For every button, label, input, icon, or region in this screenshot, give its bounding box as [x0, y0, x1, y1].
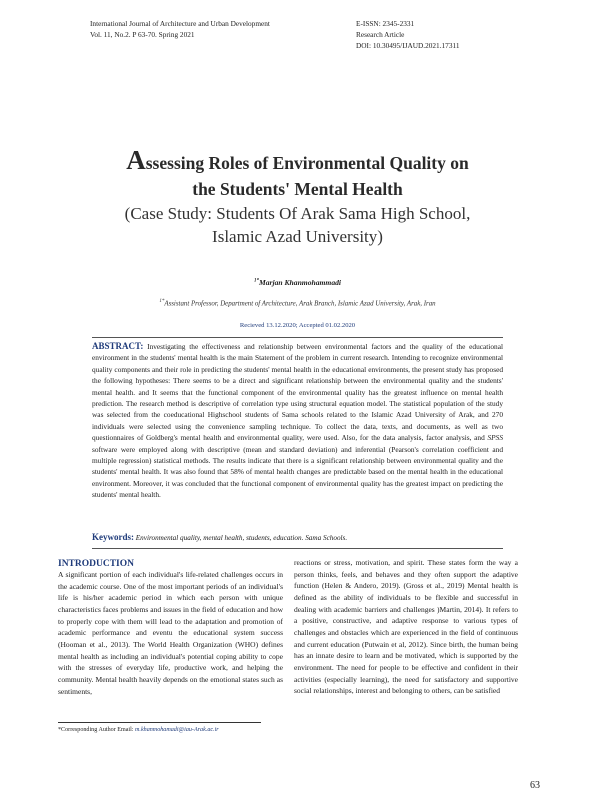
abstract-label: ABSTRACT:	[92, 341, 144, 351]
abstract-text: Investigating the effectiveness and relationship between environmental factors and the quality of the educational environment in the students' mental health is the main Statement of the problem in current research. Intending to recognize environmental quality components and their role in predicting the students' mental health in the educational environments, the present study has proposed the following hypotheses: There seems to be a direct and significant relationship between the environmental quality and the students' mental health. and It seems that the functional component of the environmental quality has the greatest influence on mental health prediction. The research method is descriptive of correlation type using structural equation model. The statistical population of the study was selected from the coeducational Highschool students of Sama schools related to the Islamic Azad University of Arak, and 270 individuals were selected using the convenience sampling technique. To collect the data, texts, and documents, as well as two questionnaires of Goldberg's mental health and environmental quality, were used. Also, for the data analysis, factor analysis, and	[92, 342, 503, 443]
title-initial: A	[126, 145, 146, 175]
abstract-top-rule	[92, 337, 503, 338]
affiliation	[0, 299, 595, 307]
page-number: 63	[530, 780, 540, 791]
article-meta	[356, 18, 460, 51]
keywords-text: Environmental quality, mental health, students, education. Sama Schools.	[135, 534, 348, 542]
footnote-label: *Corresponding Author Email:	[58, 727, 134, 733]
intro-right-column: reactions or stress, motivation, and spirit. These states form the way a person thinks, feels, and behaves and they often support the adaptive function (Helen & Andero, 2019). (Gross et al., 2019) Mental health is defined as the ability of individuals to be flexible and successful in dealing with academic barriers and challenges )Martin, 2014). It refers to a positive, constructive, and adaptive response to various types of challenges and obstacles which are experienced in the field of continuous and current education (Putwain et al, 2012). Since birth, the human being has an innate desire to learn and be motivated, which is supported by the environment. The need for people to be effective and confident in their activities (especially learning), the need for satisfactory and supportive social relationships, interest and belonging to others, can be satisfied	[294, 558, 518, 696]
abstract	[92, 341, 503, 501]
paper-subtitle	[60, 202, 535, 248]
journal-name: International Journal of Architecture and Urban Development	[90, 19, 270, 28]
keywords-label: Keywords:	[92, 532, 134, 542]
subtitle-line1: (Case Study: Students Of Arak Sama High School,	[124, 204, 471, 223]
journal-volume: Vol. 11, No.2. P 63-70. Spring 2021	[90, 30, 195, 39]
author-name: Marjan Khanmohammadi	[258, 278, 342, 287]
author-marker: 1*	[253, 278, 259, 284]
article-type: Research Article	[356, 30, 405, 39]
author	[0, 278, 595, 287]
title-line1: ssessing Roles of Environmental Quality on	[145, 153, 469, 173]
footnote-rule	[58, 722, 261, 723]
abstract-spss: SPSS	[487, 433, 503, 443]
keywords	[92, 532, 503, 542]
abstract-bottom-rule	[92, 548, 503, 549]
affiliation-marker: 1*	[159, 299, 165, 304]
introduction-heading: INTRODUCTION	[58, 559, 135, 569]
title-block	[60, 147, 535, 248]
doi: DOI: 10.30495/IJAUD.2021.17311	[356, 41, 460, 50]
eissn: E-ISSN: 2345-2331	[356, 19, 415, 28]
footnote-email[interactable]: m.khanmohamadi@iau-Arak.ac.ir	[135, 727, 219, 733]
paper-title	[60, 147, 535, 202]
abstract-text-2: software were employed along with descriptive (mean and standard deviation) and inferential (Pearson's correlation coefficient and multiple regression) statistical methods. The results indicate that there is a significant relationship between environmental quality and the students' mental health. It was also found that 58% of mental health changes are predictable based on the mental health in the educational environment. Moreover, it was concluded that the functional component of environmental quality has the greatest impact on predicting the students' mental health.	[92, 444, 503, 500]
intro-left-column: A significant portion of each individual's life-related challenges occurs in the academic course. One of the most important periods of an individual's life is his/her academic period in which each person with unique characteristics faces problems and issues in the field of education and how to properly cope with them will lead to the adaptation and promotion of academic performance and eventu the educational system success (Hooman et al., 2013). The World Health Organization (WHO) defines mental health as including an individual's potential coping ability to cope with the stresses of everyday life, productive work, and helping the community. Mental health heavily depends on the emotional states such as sentiments,	[58, 570, 283, 696]
affiliation-text: Assistant Professor, Department of Architecture, Arak Branch, Islamic Azad University, Arak, Iran	[164, 300, 436, 308]
received-accepted-dates: Recieved 13.12.2020; Accepted 01.02.2020	[239, 322, 356, 329]
subtitle-line2: Islamic Azad University)	[212, 227, 383, 246]
title-line2: the Students' Mental Health	[192, 179, 403, 199]
journal-header	[90, 18, 270, 40]
footnote	[58, 727, 219, 733]
